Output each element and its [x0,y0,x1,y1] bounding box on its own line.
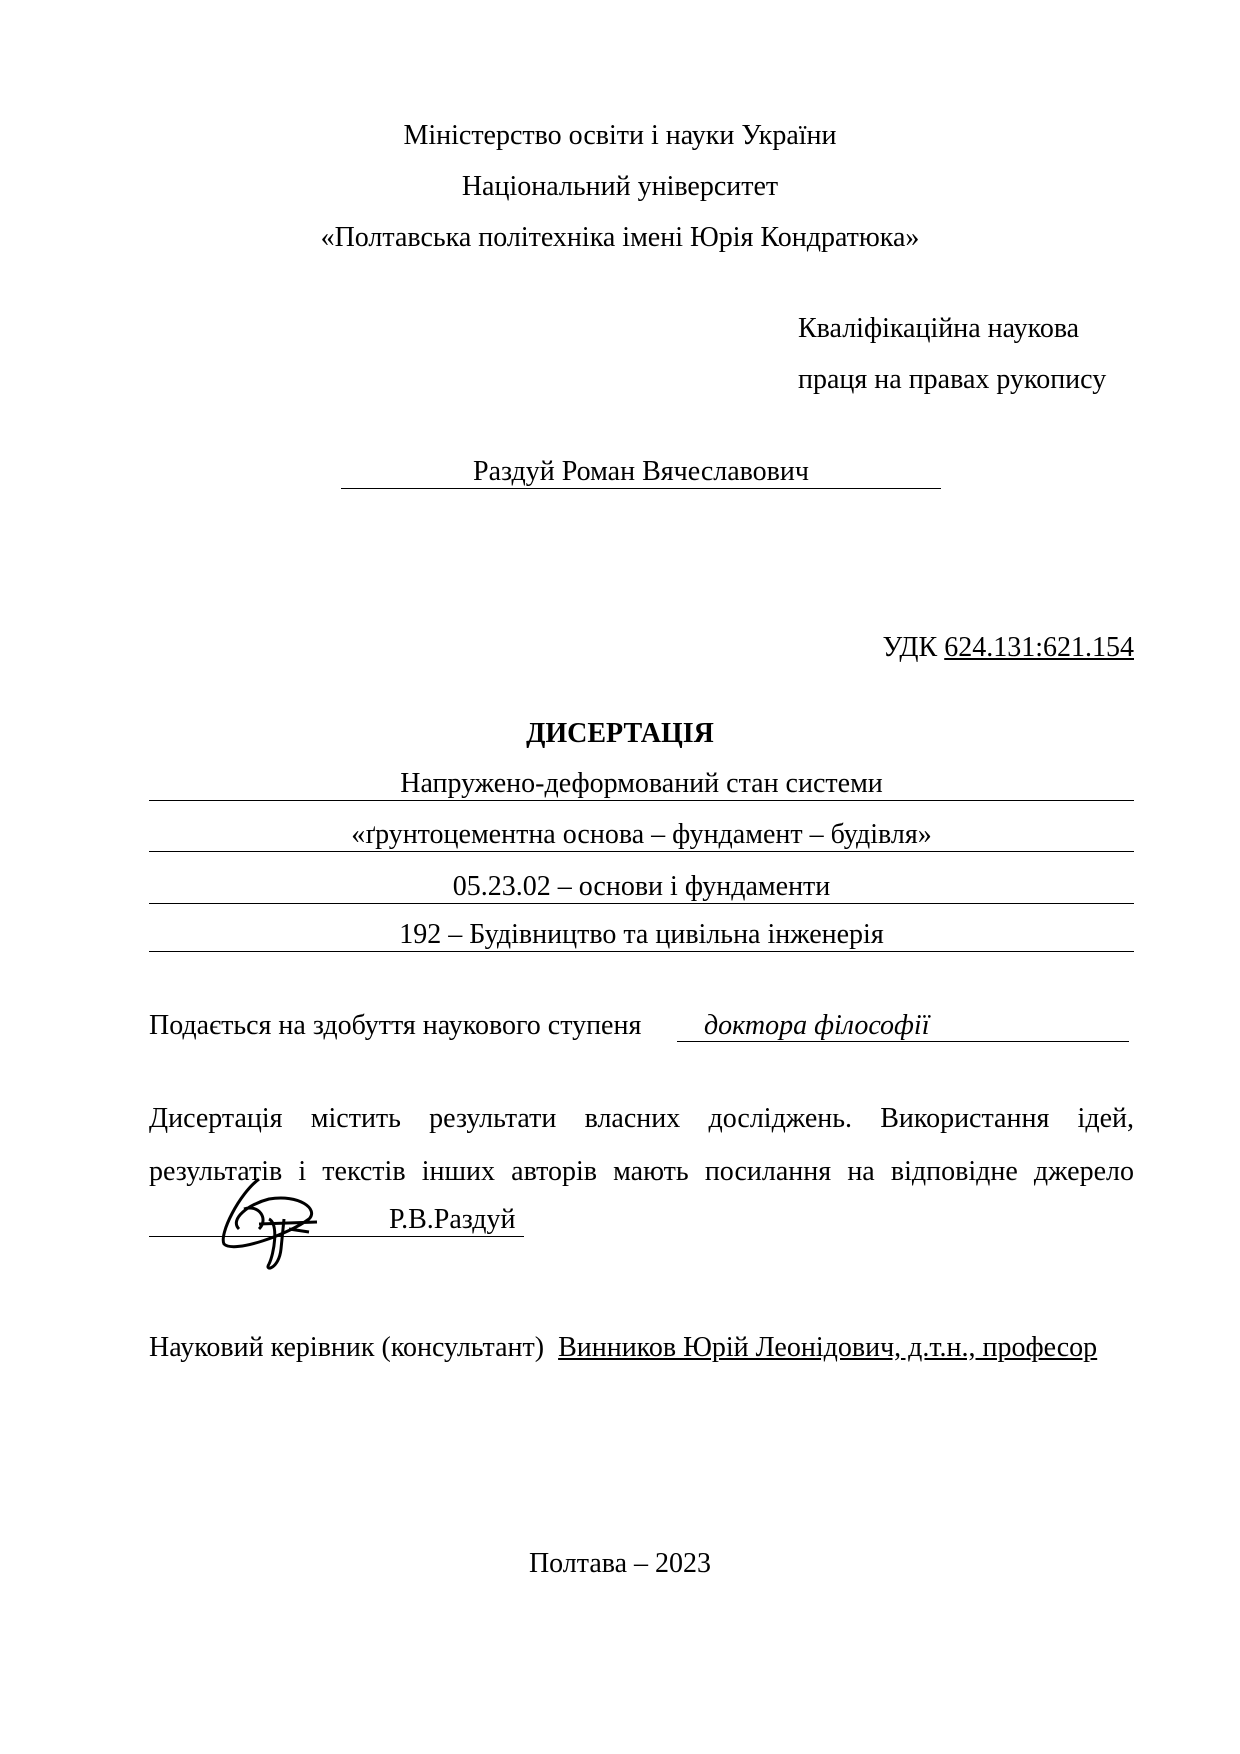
specialty-field: 192 – Будівництво та цивільна інженерія [149,919,1134,952]
udc-code: 624.131:621.154 [944,632,1134,663]
university-line1: Національний університет [461,171,779,202]
manuscript-note-line1: Кваліфікаційна наукова [798,313,1080,344]
title-line-1: Напружено-деформований стан системи [149,768,1134,801]
supervisor-label: Науковий керівник (консультант) [149,1332,545,1363]
author-name: Раздуй Роман Вячеславович [341,456,941,489]
udc-label: УДК [882,632,938,663]
supervisor-value: Винников Юрій Леонідович, д.т.н., професор [558,1332,1098,1363]
supervisor [149,1332,1097,1364]
declaration-line2: результатів і текстів інших авторів мають посилання на відповідне джерело [149,1156,1134,1187]
ministry: Міністерство освіти і науки України [403,120,837,151]
specialty-code: 05.23.02 – основи і фундаменти [149,871,1134,904]
udc [882,632,1134,664]
title-line-2: «ґрунтоцементна основа – фундамент – будівля» [149,819,1134,852]
declaration-line1: Дисертація містить результати власних досліджень. Використання ідей, [149,1103,1134,1134]
manuscript-note-line2: праця на правах рукопису [798,364,1107,395]
degree-value: доктора філософії [677,1010,1129,1042]
signature-line [149,1204,524,1237]
signer-name: Р.В.Раздуй [389,1204,516,1235]
doc-type: ДИСЕРТАЦІЯ [526,718,714,749]
degree-label: Подається на здобуття наукового ступеня [149,1010,642,1041]
footer-city-year: Полтава – 2023 [528,1548,712,1579]
signature [199,1174,329,1274]
university-line2: «Полтавська політехніка імені Юрія Кондратюка» [320,222,920,253]
